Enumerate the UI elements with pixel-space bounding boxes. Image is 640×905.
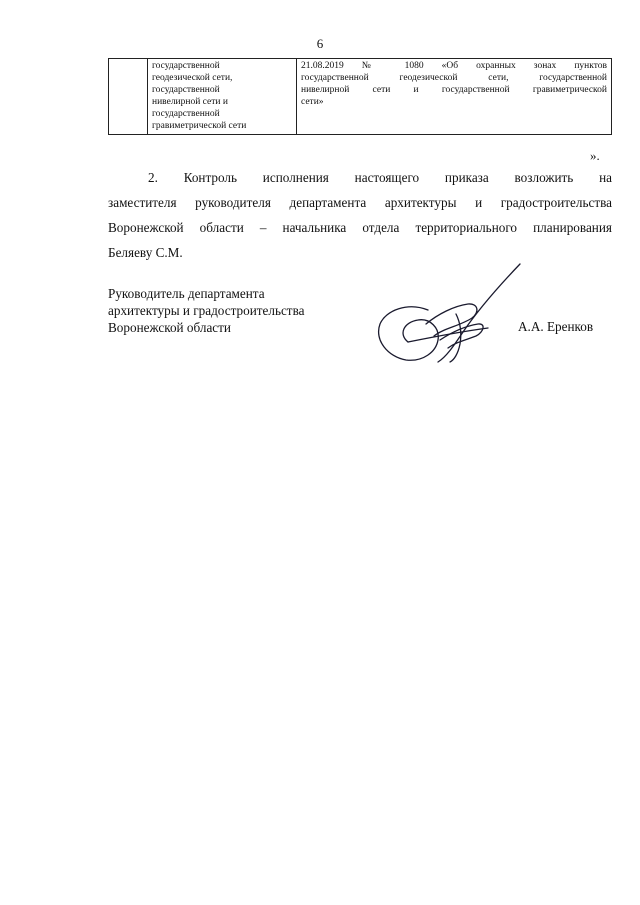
paragraph-line: заместителя руководителя департамента архитектуры и градостроительства (108, 195, 612, 210)
cell-line: государственной (152, 85, 220, 95)
cell-line: сети» (301, 97, 324, 107)
position-line: Руководитель департамента (108, 286, 265, 301)
continuation-table (108, 58, 612, 135)
signatory-position (108, 285, 304, 336)
page-number: 6 (316, 36, 324, 51)
table-row (109, 59, 612, 135)
table-cell-object-type (148, 59, 297, 135)
cell-line: гравиметрической сети (152, 121, 247, 131)
cell-line: геодезической сети, (152, 73, 233, 83)
paragraph-line: Беляеву С.М. (108, 245, 183, 260)
handwritten-signature (368, 262, 528, 372)
position-line: Воронежской области (108, 320, 231, 335)
cell-line: государственной (152, 61, 220, 71)
cell-line: государственной (152, 109, 220, 119)
cell-line: 21.08.2019 № 1080 «Об охранных зонах пунктов (301, 61, 607, 71)
table-cell-empty (109, 59, 148, 135)
cell-line: нивелирной сети и (152, 97, 228, 107)
cell-line: государственной геодезической сети, государственной (301, 73, 607, 83)
position-line: архитектуры и градостроительства (108, 303, 305, 318)
paragraph-line (108, 165, 612, 190)
paragraph-2 (108, 165, 612, 265)
cell-line: нивелирной сети и государственной гравиметрической (301, 85, 607, 95)
signatory-name: А.А. Еренков (518, 319, 594, 334)
paragraph-line-text: 2. Контроль исполнения настоящего приказа возложить на (148, 170, 612, 185)
table-cell-regulation (297, 59, 612, 135)
paragraph-line: Воронежской области – начальника отдела территориального планирования (108, 220, 612, 235)
closing-quote: ». (590, 148, 600, 163)
